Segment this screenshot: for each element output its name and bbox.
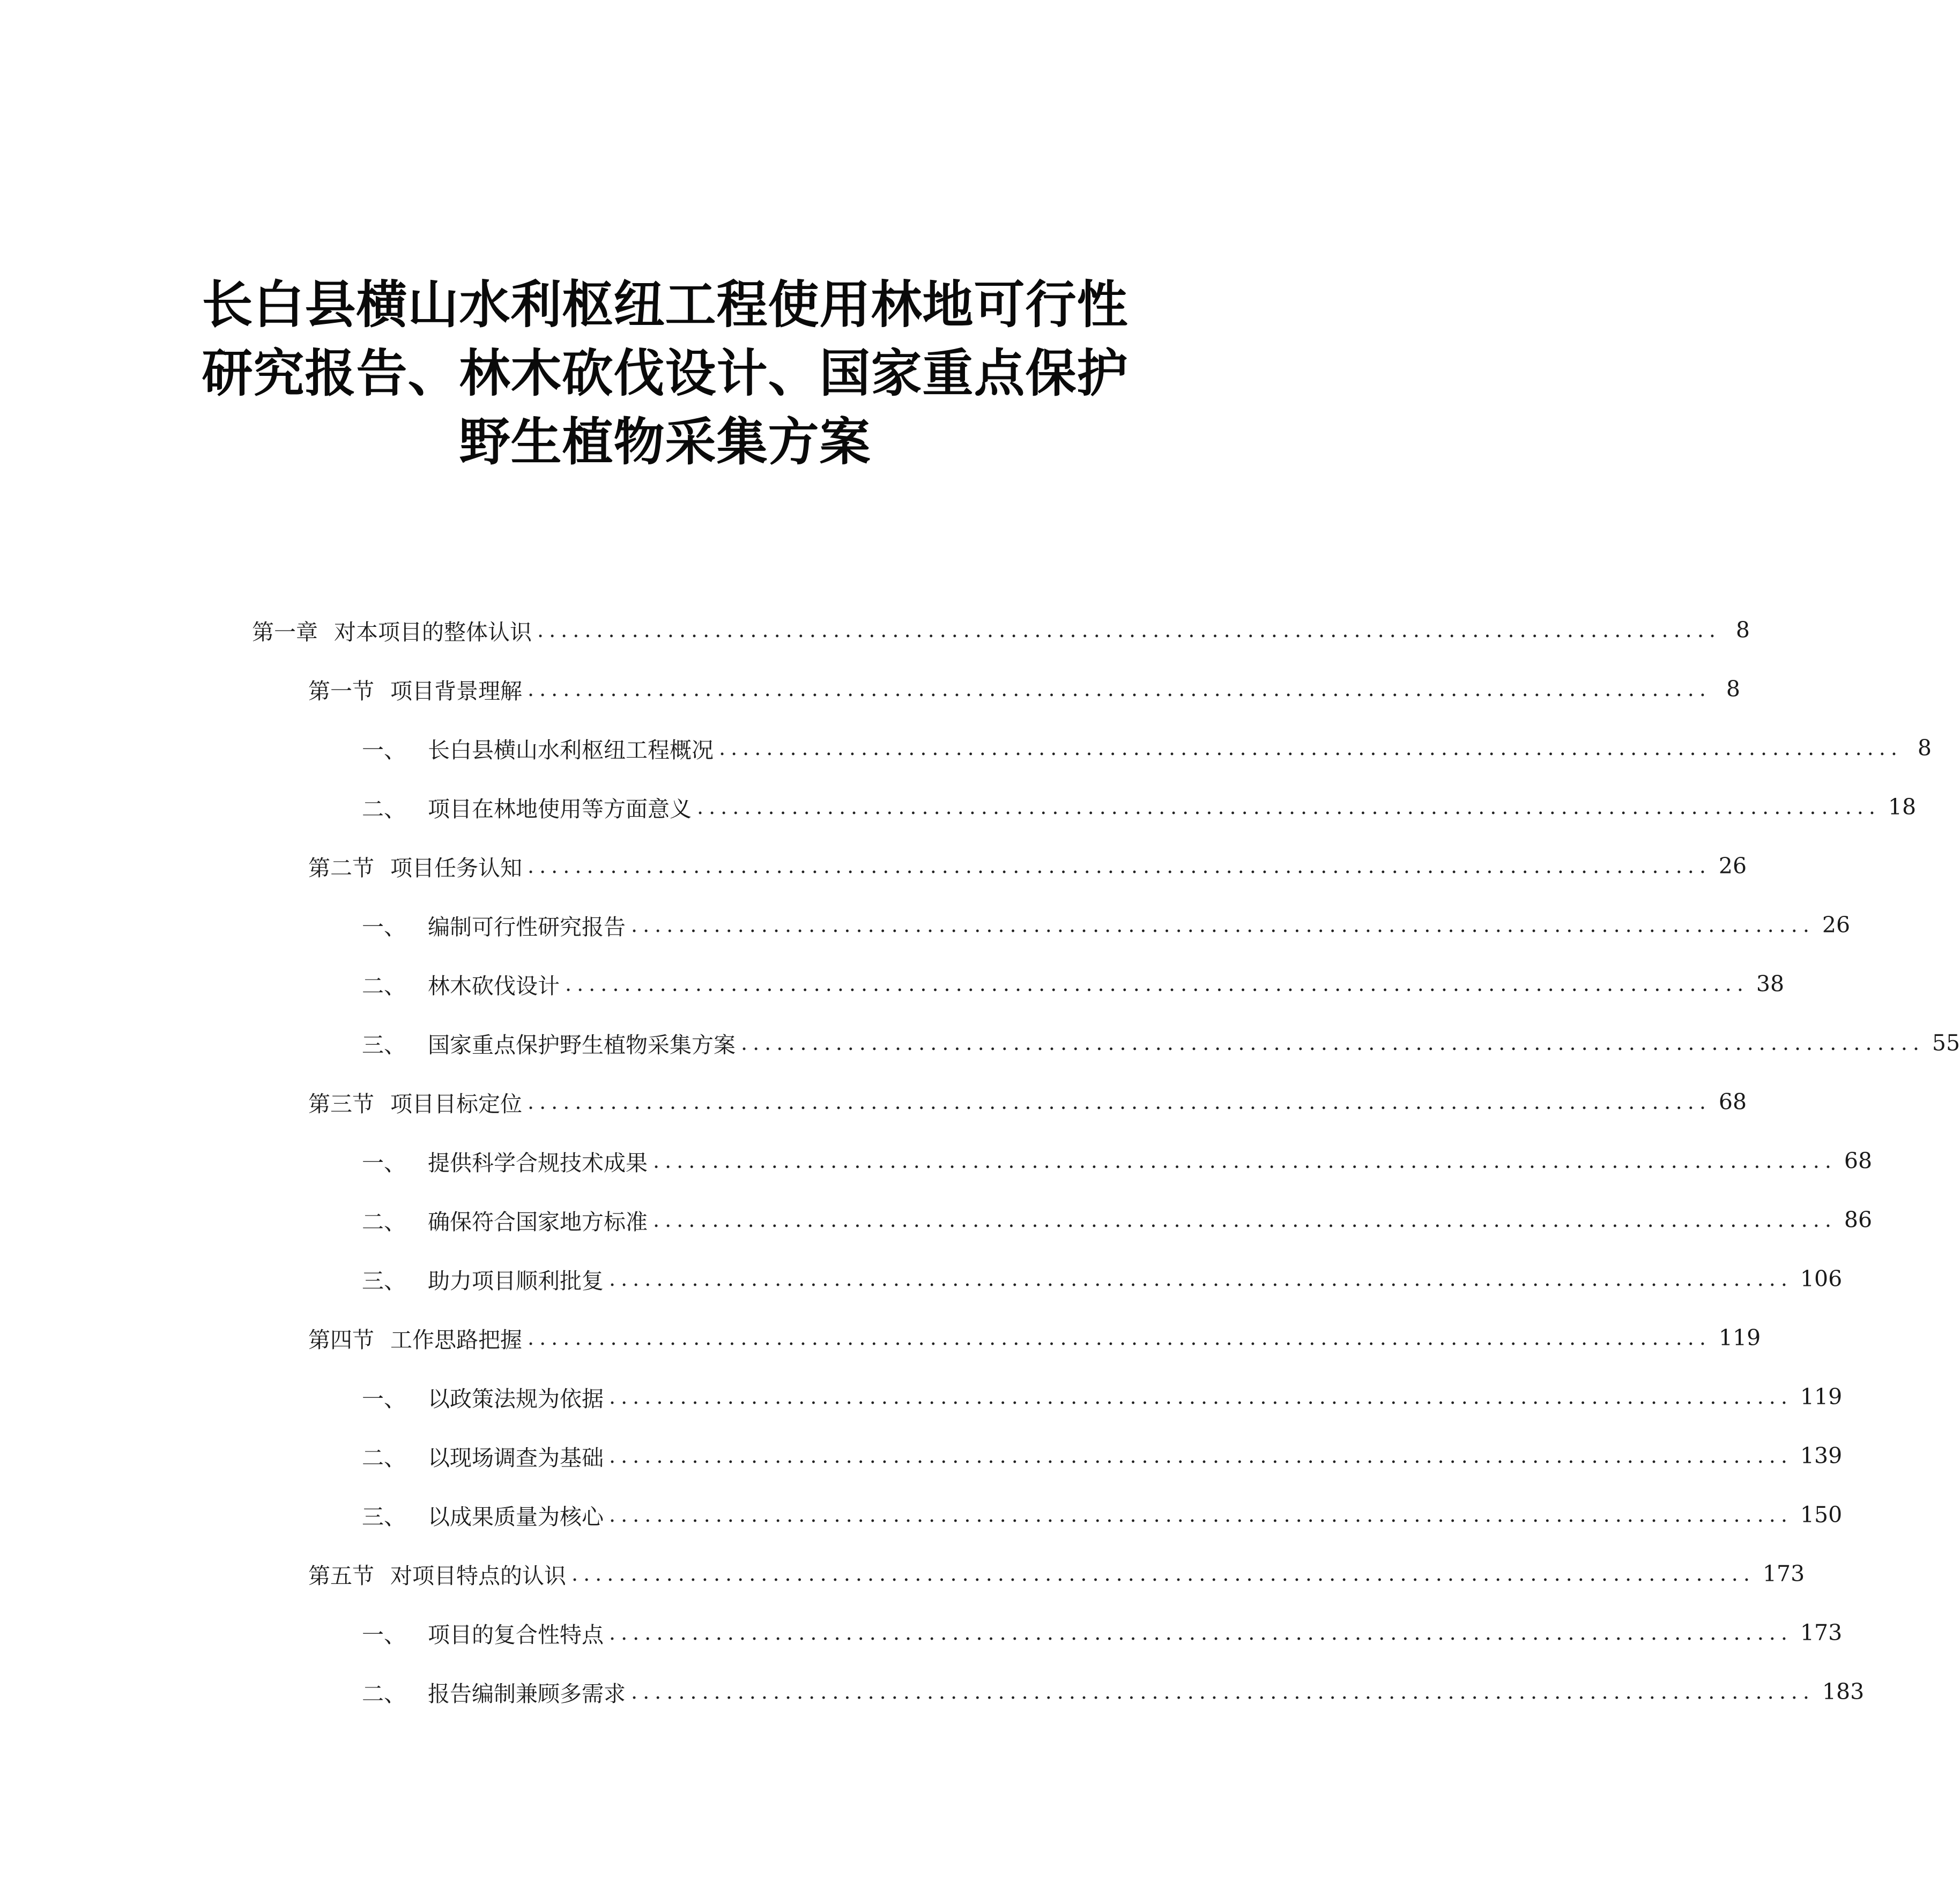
toc-page-number: 26 bbox=[1822, 912, 1851, 938]
toc-section-entry[interactable] bbox=[252, 1544, 1805, 1603]
toc-page-number: 173 bbox=[1800, 1620, 1843, 1646]
toc-dot-leader: .................................................................................................... bbox=[631, 1680, 1815, 1704]
toc-dot-leader: .................................................................................................... bbox=[609, 1621, 1793, 1645]
toc-dot-leader: .................................................................................................... bbox=[653, 1208, 1837, 1232]
toc-dot-leader: .................................................................................................... bbox=[528, 1090, 1711, 1114]
toc-dot-leader: .................................................................................................... bbox=[631, 913, 1815, 937]
toc-page-number: 86 bbox=[1844, 1207, 1873, 1233]
toc-entry-title: 确保符合国家地方标准 bbox=[428, 1209, 648, 1235]
toc-page-number: 26 bbox=[1718, 853, 1747, 879]
toc-entry-title: 助力项目顺利批复 bbox=[428, 1268, 604, 1294]
toc-page-number: 8 bbox=[1735, 617, 1750, 643]
toc-item-entry[interactable] bbox=[252, 895, 1851, 954]
toc-entry-number: 第二节 bbox=[308, 855, 374, 881]
toc-entry-title: 对本项目的整体认识 bbox=[334, 619, 532, 645]
toc-dot-leader: .................................................................................................... bbox=[697, 795, 1881, 819]
toc-item-entry[interactable] bbox=[252, 1131, 1873, 1190]
document-title bbox=[0, 271, 1330, 477]
toc-entry-title: 国家重点保护野生植物采集方案 bbox=[428, 1032, 736, 1058]
toc-entry-title: 林木砍伐设计 bbox=[428, 973, 560, 999]
toc-dot-leader: .................................................................................................... bbox=[719, 736, 1903, 760]
toc-entry-title: 工作思路把握 bbox=[390, 1327, 522, 1353]
toc-page-number: 173 bbox=[1762, 1561, 1805, 1587]
toc-item-entry[interactable] bbox=[252, 1367, 1843, 1426]
toc-item-entry[interactable] bbox=[252, 1190, 1873, 1249]
toc-entry-number: 三、 bbox=[362, 1268, 406, 1294]
toc-entry-number: 三、 bbox=[362, 1032, 406, 1058]
toc-page-number: 68 bbox=[1844, 1148, 1873, 1174]
toc-dot-leader: .................................................................................................... bbox=[609, 1385, 1793, 1409]
toc-page-number: 8 bbox=[1917, 735, 1932, 761]
toc-section-entry[interactable] bbox=[252, 1308, 1761, 1367]
toc-section-entry[interactable] bbox=[252, 660, 1740, 719]
toc-item-entry[interactable] bbox=[252, 954, 1785, 1013]
toc-entry-title: 项目目标定位 bbox=[390, 1091, 522, 1117]
toc-item-entry[interactable] bbox=[252, 1013, 1960, 1072]
title-line-2: 研究报告、林木砍伐设计、国家重点保护 bbox=[202, 344, 1129, 403]
toc-entry-number: 一、 bbox=[362, 737, 406, 763]
toc-dot-leader: .................................................................................................... bbox=[528, 1326, 1711, 1350]
toc-item-entry[interactable] bbox=[252, 1603, 1843, 1662]
toc-page-number: 119 bbox=[1800, 1384, 1843, 1410]
toc-dot-leader: .................................................................................................... bbox=[528, 677, 1711, 701]
toc-entry-title: 长白县横山水利枢纽工程概况 bbox=[428, 737, 714, 763]
table-of-contents bbox=[252, 601, 1960, 1721]
toc-section-entry[interactable] bbox=[252, 1072, 1747, 1131]
toc-entry-title: 项目任务认知 bbox=[390, 855, 522, 881]
toc-dot-leader: .................................................................................................... bbox=[528, 854, 1711, 878]
toc-entry-title: 提供科学合规技术成果 bbox=[428, 1150, 648, 1176]
toc-dot-leader: .................................................................................................... bbox=[741, 1031, 1925, 1055]
toc-item-entry[interactable] bbox=[252, 1249, 1843, 1308]
toc-entry-number: 一、 bbox=[362, 1621, 406, 1648]
toc-item-entry[interactable] bbox=[252, 1426, 1843, 1485]
toc-entry-number: 三、 bbox=[362, 1504, 406, 1530]
toc-entry-title: 报告编制兼顾多需求 bbox=[428, 1680, 626, 1707]
toc-item-entry[interactable] bbox=[252, 777, 1917, 836]
toc-page-number: 119 bbox=[1718, 1325, 1761, 1351]
toc-entry-number: 第一章 bbox=[252, 619, 318, 645]
toc-page-number: 106 bbox=[1800, 1266, 1843, 1292]
toc-entry-number: 一、 bbox=[362, 914, 406, 940]
title-line-3: 野生植物采集方案 bbox=[459, 413, 871, 472]
toc-entry-title: 以成果质量为核心 bbox=[428, 1504, 604, 1530]
toc-dot-leader: .................................................................................................... bbox=[609, 1444, 1793, 1468]
toc-entry-number: 第三节 bbox=[308, 1091, 374, 1117]
toc-entry-number: 二、 bbox=[362, 796, 406, 822]
toc-section-entry[interactable] bbox=[252, 836, 1747, 895]
toc-entry-number: 二、 bbox=[362, 973, 406, 999]
toc-item-entry[interactable] bbox=[252, 1662, 1865, 1721]
toc-entry-title: 对项目特点的认识 bbox=[390, 1562, 566, 1589]
toc-entry-number: 二、 bbox=[362, 1445, 406, 1471]
toc-chapter-entry[interactable] bbox=[252, 601, 1750, 660]
toc-item-entry[interactable] bbox=[252, 1485, 1843, 1544]
toc-entry-title: 项目的复合性特点 bbox=[428, 1621, 604, 1648]
toc-entry-number: 二、 bbox=[362, 1680, 406, 1707]
toc-page-number: 38 bbox=[1756, 971, 1785, 997]
toc-entry-number: 一、 bbox=[362, 1386, 406, 1412]
toc-page-number: 183 bbox=[1822, 1679, 1865, 1705]
toc-page-number: 68 bbox=[1718, 1089, 1747, 1115]
toc-entry-title: 编制可行性研究报告 bbox=[428, 914, 626, 940]
toc-item-entry[interactable] bbox=[252, 719, 1932, 777]
toc-dot-leader: .................................................................................................... bbox=[609, 1503, 1793, 1527]
toc-page-number: 8 bbox=[1726, 676, 1740, 702]
toc-dot-leader: .................................................................................................... bbox=[537, 618, 1721, 642]
toc-dot-leader: .................................................................................................... bbox=[571, 1562, 1755, 1586]
toc-entry-title: 以现场调查为基础 bbox=[428, 1445, 604, 1471]
toc-entry-number: 二、 bbox=[362, 1209, 406, 1235]
toc-entry-title: 项目背景理解 bbox=[390, 678, 522, 704]
toc-dot-leader: .................................................................................................... bbox=[609, 1267, 1793, 1291]
toc-entry-title: 项目在林地使用等方面意义 bbox=[428, 796, 692, 822]
toc-entry-number: 一、 bbox=[362, 1150, 406, 1176]
toc-page-number: 139 bbox=[1800, 1443, 1843, 1469]
toc-entry-title: 以政策法规为依据 bbox=[428, 1386, 604, 1412]
toc-page-number: 18 bbox=[1888, 794, 1917, 820]
toc-entry-number: 第四节 bbox=[308, 1327, 374, 1353]
toc-dot-leader: .................................................................................................... bbox=[653, 1149, 1837, 1173]
title-line-1: 长白县横山水利枢纽工程使用林地可行性 bbox=[202, 276, 1129, 335]
toc-page-number: 55 bbox=[1932, 1030, 1960, 1056]
toc-entry-number: 第五节 bbox=[308, 1562, 374, 1589]
toc-dot-leader: .................................................................................................... bbox=[565, 972, 1749, 996]
toc-entry-number: 第一节 bbox=[308, 678, 374, 704]
toc-page-number: 150 bbox=[1800, 1502, 1843, 1528]
